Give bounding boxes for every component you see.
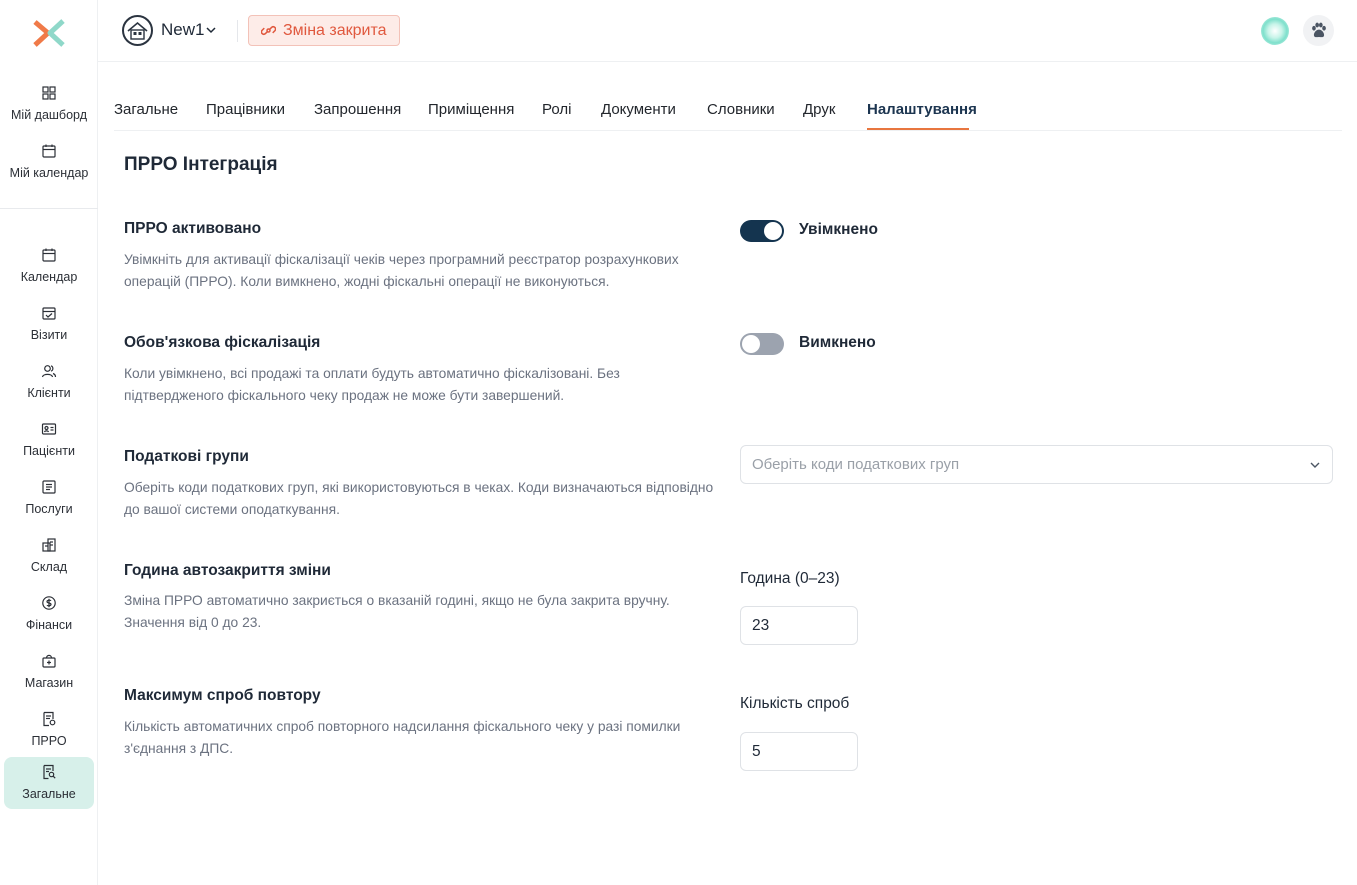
users-icon [41,363,57,379]
shift-status-text: Зміна закрита [283,21,387,39]
setting-title-prro-enabled: ПРРО активовано [124,220,262,237]
max-retries-label: Кількість спроб [740,695,850,712]
sidebar-item-label: Послуги [25,502,73,516]
toggle-knob [764,222,782,240]
active-tab-indicator [867,128,969,130]
chevron-down-icon[interactable] [205,24,217,36]
auto-close-hour-label: Година (0–23) [740,570,840,587]
receipt-settings-icon [41,711,57,727]
calendar-icon [41,247,57,263]
sidebar-item-calendar[interactable] [4,240,94,292]
list-icon [41,479,57,495]
sidebar-item-label: Візити [30,328,68,342]
sidebar-item-warehouse[interactable] [4,530,94,582]
org-avatar[interactable] [122,15,153,46]
setting-desc-mandatory-fiscal: Коли увімкнено, всі продажі та оплати будуть автоматично фіскалізовані. Без підтвердженого фіскального чеку продаж не може бути завершений. [124,366,620,403]
setting-desc-auto-close: Зміна ПРРО автоматично закриється о вказаній годині, якщо не була закрита вручну. Значення від 0 до 23. [124,593,670,630]
grid-icon [41,85,57,101]
sidebar-item-finance[interactable] [4,588,94,640]
setting-desc-prro-enabled: Увімкніть для активації фіскалізації чеків через програмний реєстратор розрахункових операцій (ПРРО). Коли вимкнено, жодні фіскальні операції не виконуються. [124,252,679,289]
sidebar-item-prro[interactable] [4,704,94,756]
tax-groups-select[interactable] [740,445,1333,484]
sidebar-divider [0,208,98,209]
prro-enabled-state-label: Увімкнено [799,221,878,238]
setting-title-tax-groups: Податкові групи [124,448,249,465]
receipt-search-icon [41,764,57,780]
sidebar-item-my-calendar[interactable] [4,136,94,188]
sidebar-item-patients[interactable] [4,414,94,466]
tab-settings[interactable]: Налаштування [867,101,977,118]
setting-desc-max-retries: Кількість автоматичних спроб повторного надсилання фіскального чеку у разі помилки з'єднання з ДПС. [124,719,681,756]
online-status-indicator [1261,17,1289,45]
user-avatar[interactable] [1303,15,1334,46]
top-header [98,0,1357,62]
tab-invitations[interactable]: Запрошення [314,101,402,118]
sidebar-item-shop[interactable] [4,646,94,698]
sidebar-item-services[interactable] [4,472,94,524]
calendar-check-icon [41,305,57,321]
settings-tabs [114,90,1342,131]
warehouse-icon [41,537,57,553]
prro-enabled-toggle[interactable] [740,220,784,242]
toggle-knob [742,335,760,353]
tab-print[interactable]: Друк [803,101,836,118]
sidebar-item-label: Пацієнти [23,444,75,458]
sidebar-item-visits[interactable] [4,298,94,350]
tax-groups-placeholder: Оберіть коди податкових груп [752,456,960,473]
header-divider [237,20,238,42]
tab-general[interactable]: Загальне [114,101,179,118]
sidebar-item-label: ПРРО [31,734,67,748]
sidebar-item-label: Мій календар [9,166,89,180]
sidebar-item-label: Магазин [24,676,74,690]
setting-desc-tax-groups: Оберіть коди податкових груп, які використовуються в чеках. Коди визначаються відповідно до вашої системи оподаткування. [124,480,714,517]
sidebar-item-label: Фінанси [25,618,73,632]
sidebar-item-label: Загальне [22,787,76,801]
tab-dictionaries[interactable]: Словники [707,101,775,118]
shift-status-badge[interactable] [248,15,400,46]
auto-close-hour-input[interactable] [740,606,858,645]
org-name[interactable]: New1 [161,20,205,39]
mandatory-fiscal-state-label: Вимкнено [799,334,876,351]
sidebar-item-my-dashboard[interactable] [4,78,94,130]
sidebar-item-label: Клієнти [27,386,71,400]
building-icon [124,17,151,44]
sidebar [0,0,98,885]
dollar-circle-icon [41,595,57,611]
chevron-down-icon [1309,459,1321,471]
page-title: ПРРО Інтеграція [124,154,278,175]
calendar-icon [41,143,57,159]
tab-rooms[interactable]: Приміщення [428,101,515,118]
sidebar-item-label: Склад [30,560,68,574]
tab-employees[interactable]: Працівники [206,101,285,118]
link-broken-icon [261,23,276,38]
sidebar-item-label: Календар [20,270,78,284]
tab-documents[interactable]: Документи [601,101,676,118]
brand-logo[interactable] [33,18,65,48]
max-retries-input[interactable] [740,732,858,771]
id-card-icon [41,421,57,437]
sidebar-item-clients[interactable] [4,356,94,408]
shopping-bag-icon [41,653,57,669]
sidebar-item-label: Мій дашборд [11,108,87,122]
mandatory-fiscal-toggle[interactable] [740,333,784,355]
setting-title-max-retries: Максимум спроб повтору [124,687,321,704]
sidebar-item-general[interactable] [4,757,94,809]
paw-icon [1308,20,1330,42]
tab-roles[interactable]: Ролі [542,101,572,118]
setting-title-auto-close: Година автозакриття зміни [124,562,331,579]
setting-title-mandatory-fiscal: Обов'язкова фіскалізація [124,334,321,351]
